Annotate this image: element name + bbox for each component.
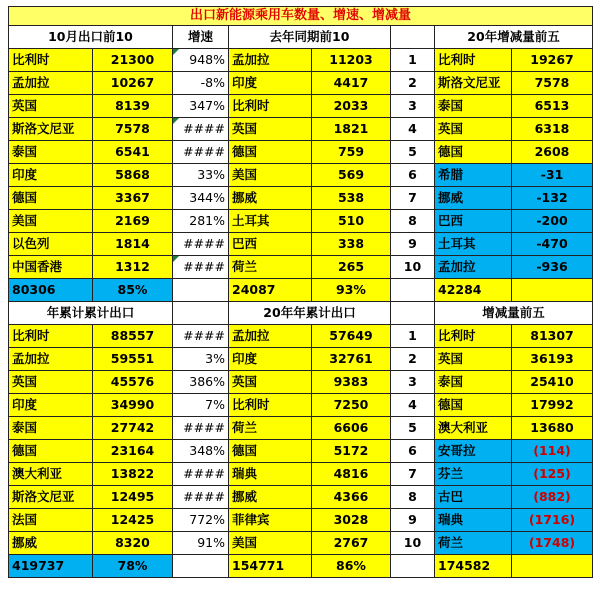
country-cell: 斯洛文尼亚 bbox=[435, 72, 512, 95]
table-row bbox=[9, 233, 593, 256]
growth-cell: #### bbox=[173, 417, 229, 440]
country-cell: 比利时 bbox=[435, 49, 512, 72]
country-cell: 泰国 bbox=[9, 417, 93, 440]
country-cell: 希腊 bbox=[435, 164, 512, 187]
rank-cell: 9 bbox=[391, 233, 435, 256]
column-header bbox=[391, 302, 435, 325]
value-cell: (882) bbox=[512, 486, 593, 509]
empty-cell bbox=[512, 279, 593, 302]
value-cell: 13822 bbox=[93, 463, 173, 486]
country-cell: 中国香港 bbox=[9, 256, 93, 279]
spreadsheet bbox=[8, 6, 593, 578]
country-cell: 挪威 bbox=[229, 486, 312, 509]
value-cell: 7578 bbox=[512, 72, 593, 95]
rank-cell: 7 bbox=[391, 463, 435, 486]
growth-cell: 348% bbox=[173, 440, 229, 463]
growth-cell: -8% bbox=[173, 72, 229, 95]
value-cell: 3028 bbox=[312, 509, 391, 532]
value-cell: 510 bbox=[312, 210, 391, 233]
rank-cell: 8 bbox=[391, 486, 435, 509]
table-row bbox=[9, 95, 593, 118]
value-cell: 34990 bbox=[93, 394, 173, 417]
column-header: 增减量前五 bbox=[435, 302, 593, 325]
country-cell: 孟加拉 bbox=[229, 325, 312, 348]
value-cell: 27742 bbox=[93, 417, 173, 440]
value-cell: 6318 bbox=[512, 118, 593, 141]
growth-cell: #### bbox=[173, 141, 229, 164]
rank-cell: 5 bbox=[391, 417, 435, 440]
table-row bbox=[9, 72, 593, 95]
country-cell: 英国 bbox=[9, 371, 93, 394]
country-cell: 土耳其 bbox=[435, 233, 512, 256]
growth-cell: #### bbox=[173, 463, 229, 486]
empty-cell bbox=[391, 555, 435, 578]
table-row bbox=[9, 394, 593, 417]
country-cell: 泰国 bbox=[9, 141, 93, 164]
value-cell: 5868 bbox=[93, 164, 173, 187]
table-row bbox=[9, 417, 593, 440]
data-table bbox=[8, 6, 593, 578]
value-cell: 12425 bbox=[93, 509, 173, 532]
country-cell: 芬兰 bbox=[435, 463, 512, 486]
table-row bbox=[9, 486, 593, 509]
header-row bbox=[9, 26, 593, 49]
empty-cell bbox=[391, 279, 435, 302]
value-cell: 12495 bbox=[93, 486, 173, 509]
country-cell: 美国 bbox=[229, 164, 312, 187]
country-cell: 德国 bbox=[229, 440, 312, 463]
value-cell: 2767 bbox=[312, 532, 391, 555]
value-cell: 9383 bbox=[312, 371, 391, 394]
table-row bbox=[9, 440, 593, 463]
country-cell: 巴西 bbox=[229, 233, 312, 256]
growth-cell: #### bbox=[173, 256, 229, 279]
country-cell: 以色列 bbox=[9, 233, 93, 256]
value-cell: 5172 bbox=[312, 440, 391, 463]
table-row bbox=[9, 325, 593, 348]
value-cell: 8139 bbox=[93, 95, 173, 118]
rank-cell: 6 bbox=[391, 164, 435, 187]
table-row bbox=[9, 463, 593, 486]
value-cell: 13680 bbox=[512, 417, 593, 440]
rank-cell: 8 bbox=[391, 210, 435, 233]
growth-cell: 3% bbox=[173, 348, 229, 371]
value-cell: 338 bbox=[312, 233, 391, 256]
growth-cell: 7% bbox=[173, 394, 229, 417]
total-cell: 419737 bbox=[9, 555, 93, 578]
value-cell: 7578 bbox=[93, 118, 173, 141]
column-header: 去年同期前10 bbox=[229, 26, 391, 49]
country-cell: 德国 bbox=[435, 141, 512, 164]
total-percent-cell: 86% bbox=[312, 555, 391, 578]
value-cell: 8320 bbox=[93, 532, 173, 555]
table-row bbox=[9, 49, 593, 72]
country-cell: 泰国 bbox=[435, 371, 512, 394]
country-cell: 土耳其 bbox=[229, 210, 312, 233]
value-cell: 81307 bbox=[512, 325, 593, 348]
growth-cell: 33% bbox=[173, 164, 229, 187]
country-cell: 英国 bbox=[435, 348, 512, 371]
rank-cell: 3 bbox=[391, 95, 435, 118]
column-header: 增速 bbox=[173, 26, 229, 49]
rank-cell: 2 bbox=[391, 348, 435, 371]
total-cell: 80306 bbox=[9, 279, 93, 302]
value-cell: 21300 bbox=[93, 49, 173, 72]
column-header: 20年增减量前五 bbox=[435, 26, 593, 49]
table-row bbox=[9, 371, 593, 394]
country-cell: 比利时 bbox=[229, 95, 312, 118]
value-cell: 57649 bbox=[312, 325, 391, 348]
country-cell: 比利时 bbox=[9, 49, 93, 72]
country-cell: 澳大利亚 bbox=[435, 417, 512, 440]
country-cell: 菲律宾 bbox=[229, 509, 312, 532]
value-cell: 6541 bbox=[93, 141, 173, 164]
growth-cell: #### bbox=[173, 118, 229, 141]
country-cell: 孟加拉 bbox=[9, 72, 93, 95]
column-header: 20年年累计出口 bbox=[229, 302, 391, 325]
country-cell: 德国 bbox=[9, 440, 93, 463]
rank-cell: 10 bbox=[391, 256, 435, 279]
value-cell: 538 bbox=[312, 187, 391, 210]
country-cell: 荷兰 bbox=[229, 256, 312, 279]
country-cell: 瑞典 bbox=[229, 463, 312, 486]
total-percent-cell: 93% bbox=[312, 279, 391, 302]
rank-cell: 4 bbox=[391, 394, 435, 417]
rank-cell: 3 bbox=[391, 371, 435, 394]
total-cell: 154771 bbox=[229, 555, 312, 578]
country-cell: 孟加拉 bbox=[9, 348, 93, 371]
value-cell: 88557 bbox=[93, 325, 173, 348]
value-cell: 6513 bbox=[512, 95, 593, 118]
country-cell: 挪威 bbox=[229, 187, 312, 210]
value-cell: 2608 bbox=[512, 141, 593, 164]
column-header: 10月出口前10 bbox=[9, 26, 173, 49]
total-row bbox=[9, 279, 593, 302]
value-cell: 4417 bbox=[312, 72, 391, 95]
table-row bbox=[9, 532, 593, 555]
value-cell: -31 bbox=[512, 164, 593, 187]
value-cell: 4366 bbox=[312, 486, 391, 509]
country-cell: 英国 bbox=[229, 371, 312, 394]
country-cell: 美国 bbox=[9, 210, 93, 233]
table-title: 出口新能源乘用车数量、增速、增减量 bbox=[9, 7, 593, 26]
country-cell: 比利时 bbox=[229, 394, 312, 417]
country-cell: 荷兰 bbox=[435, 532, 512, 555]
growth-cell: 347% bbox=[173, 95, 229, 118]
value-cell: 59551 bbox=[93, 348, 173, 371]
value-cell: (125) bbox=[512, 463, 593, 486]
value-cell: (1748) bbox=[512, 532, 593, 555]
value-cell: 265 bbox=[312, 256, 391, 279]
total-percent-cell: 78% bbox=[93, 555, 173, 578]
table-row bbox=[9, 256, 593, 279]
country-cell: 挪威 bbox=[435, 187, 512, 210]
country-cell: 古巴 bbox=[435, 486, 512, 509]
header-row bbox=[9, 302, 593, 325]
value-cell: 1814 bbox=[93, 233, 173, 256]
value-cell: 2169 bbox=[93, 210, 173, 233]
value-cell: 19267 bbox=[512, 49, 593, 72]
country-cell: 德国 bbox=[229, 141, 312, 164]
total-row bbox=[9, 555, 593, 578]
country-cell: 斯洛文尼亚 bbox=[9, 486, 93, 509]
value-cell: 7250 bbox=[312, 394, 391, 417]
table-row bbox=[9, 164, 593, 187]
rank-cell: 1 bbox=[391, 49, 435, 72]
country-cell: 英国 bbox=[229, 118, 312, 141]
value-cell: 17992 bbox=[512, 394, 593, 417]
country-cell: 挪威 bbox=[9, 532, 93, 555]
country-cell: 荷兰 bbox=[229, 417, 312, 440]
empty-cell bbox=[173, 555, 229, 578]
country-cell: 英国 bbox=[435, 118, 512, 141]
value-cell: (114) bbox=[512, 440, 593, 463]
rank-cell: 4 bbox=[391, 118, 435, 141]
rank-cell: 7 bbox=[391, 187, 435, 210]
value-cell: 1821 bbox=[312, 118, 391, 141]
value-cell: 3367 bbox=[93, 187, 173, 210]
column-header bbox=[173, 302, 229, 325]
table-row bbox=[9, 141, 593, 164]
country-cell: 德国 bbox=[9, 187, 93, 210]
growth-cell: 772% bbox=[173, 509, 229, 532]
country-cell: 孟加拉 bbox=[435, 256, 512, 279]
value-cell: 25410 bbox=[512, 371, 593, 394]
country-cell: 比利时 bbox=[435, 325, 512, 348]
value-cell: -132 bbox=[512, 187, 593, 210]
value-cell: (1716) bbox=[512, 509, 593, 532]
value-cell: -936 bbox=[512, 256, 593, 279]
value-cell: 6606 bbox=[312, 417, 391, 440]
country-cell: 澳大利亚 bbox=[9, 463, 93, 486]
country-cell: 比利时 bbox=[9, 325, 93, 348]
table-row bbox=[9, 210, 593, 233]
growth-cell: 948% bbox=[173, 49, 229, 72]
value-cell: -470 bbox=[512, 233, 593, 256]
growth-cell: 281% bbox=[173, 210, 229, 233]
country-cell: 美国 bbox=[229, 532, 312, 555]
column-header bbox=[391, 26, 435, 49]
total-cell: 174582 bbox=[435, 555, 512, 578]
country-cell: 印度 bbox=[9, 394, 93, 417]
value-cell: 10267 bbox=[93, 72, 173, 95]
table-row bbox=[9, 187, 593, 210]
country-cell: 斯洛文尼亚 bbox=[9, 118, 93, 141]
country-cell: 印度 bbox=[229, 348, 312, 371]
value-cell: 32761 bbox=[312, 348, 391, 371]
total-cell: 24087 bbox=[229, 279, 312, 302]
growth-cell: 91% bbox=[173, 532, 229, 555]
country-cell: 泰国 bbox=[435, 95, 512, 118]
value-cell: -200 bbox=[512, 210, 593, 233]
value-cell: 4816 bbox=[312, 463, 391, 486]
country-cell: 印度 bbox=[9, 164, 93, 187]
country-cell: 瑞典 bbox=[435, 509, 512, 532]
country-cell: 孟加拉 bbox=[229, 49, 312, 72]
country-cell: 英国 bbox=[9, 95, 93, 118]
value-cell: 759 bbox=[312, 141, 391, 164]
value-cell: 45576 bbox=[93, 371, 173, 394]
rank-cell: 1 bbox=[391, 325, 435, 348]
total-percent-cell: 85% bbox=[93, 279, 173, 302]
value-cell: 1312 bbox=[93, 256, 173, 279]
growth-cell: 344% bbox=[173, 187, 229, 210]
value-cell: 36193 bbox=[512, 348, 593, 371]
rank-cell: 5 bbox=[391, 141, 435, 164]
table-row bbox=[9, 118, 593, 141]
growth-cell: #### bbox=[173, 486, 229, 509]
value-cell: 11203 bbox=[312, 49, 391, 72]
total-cell: 42284 bbox=[435, 279, 512, 302]
table-row bbox=[9, 509, 593, 532]
empty-cell bbox=[512, 555, 593, 578]
value-cell: 23164 bbox=[93, 440, 173, 463]
value-cell: 2033 bbox=[312, 95, 391, 118]
value-cell: 569 bbox=[312, 164, 391, 187]
country-cell: 德国 bbox=[435, 394, 512, 417]
country-cell: 安哥拉 bbox=[435, 440, 512, 463]
table-row bbox=[9, 348, 593, 371]
rank-cell: 9 bbox=[391, 509, 435, 532]
growth-cell: 386% bbox=[173, 371, 229, 394]
column-header: 年累计累计出口 bbox=[9, 302, 173, 325]
rank-cell: 2 bbox=[391, 72, 435, 95]
empty-cell bbox=[173, 279, 229, 302]
growth-cell: #### bbox=[173, 325, 229, 348]
growth-cell: #### bbox=[173, 233, 229, 256]
country-cell: 巴西 bbox=[435, 210, 512, 233]
country-cell: 法国 bbox=[9, 509, 93, 532]
country-cell: 印度 bbox=[229, 72, 312, 95]
rank-cell: 10 bbox=[391, 532, 435, 555]
rank-cell: 6 bbox=[391, 440, 435, 463]
